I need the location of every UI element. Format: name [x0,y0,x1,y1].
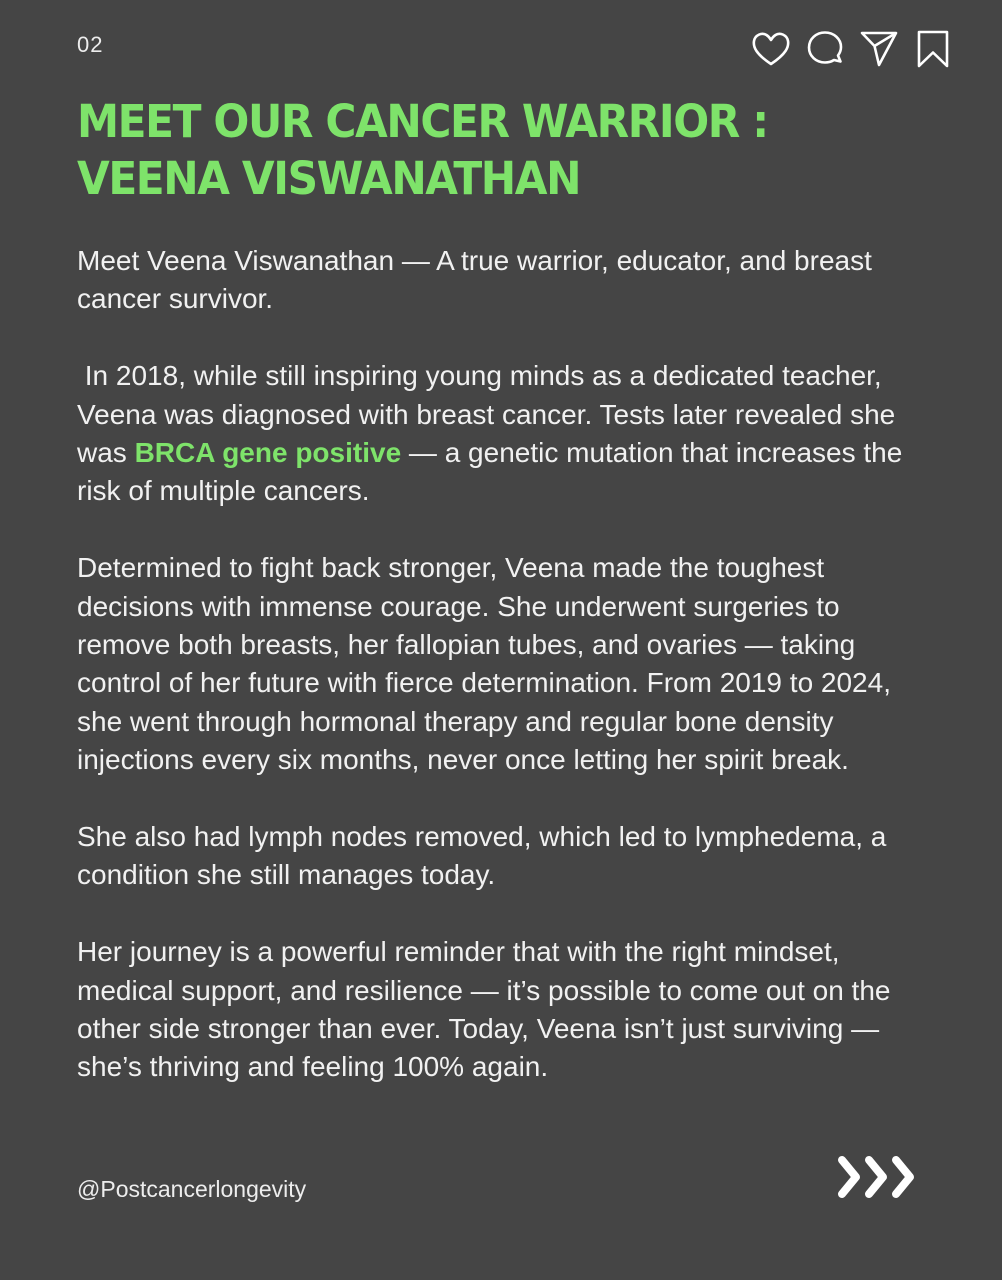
lymphedema-paragraph: She also had lymph nodes removed, which led to lymphedema, a condition she still manages today. [77,821,887,891]
post-title: MEET OUR CANCER WARRIOR : VEENA VISWANATHAN [77,95,768,205]
diagnosis-text: In 2018, while still inspiring young minds as a dedicated teacher, Veena was diagnosed with breast cancer. Tests later revealed she was [77,360,903,469]
post-body [77,242,927,1087]
comment-icon[interactable] [804,28,846,70]
post-actions [750,28,954,70]
brca-highlight: BRCA gene positive [134,437,402,469]
conclusion-paragraph: Her journey is a powerful reminder that with the right mindset, medical support, and resilience — it’s possible to come out on the other side stronger than ever. Today, Veena isn’t just surviving — she’s thriving and feeling 100% again. [77,936,891,1083]
diagnosis-paragraph [77,357,927,511]
send-icon[interactable] [858,28,900,70]
page-number: 02 [77,32,104,57]
triple-chevron-right-icon [836,1150,926,1204]
next-slide-button[interactable] [836,1150,926,1204]
treatment-paragraph: Determined to fight back stronger, Veena made the toughest decisions with immense courage. She underwent surgeries to remove both breasts, her fallopian tubes, and ovaries — taking control of her future with fierce determination. From 2019 to 2024, she went through hormonal therapy and regular bone density injections every six months, never once letting her spirit break. [77,552,891,776]
account-handle: @Postcancerlongevity [77,1176,307,1202]
diagnosis-text-end: — a genetic mutation that increases the risk of multiple cancers. [77,437,903,507]
heart-icon[interactable] [750,28,792,70]
bookmark-icon[interactable] [912,28,954,70]
intro-paragraph: Meet Veena Viswanathan — A true warrior, educator, and breast cancer survivor. [77,245,872,315]
